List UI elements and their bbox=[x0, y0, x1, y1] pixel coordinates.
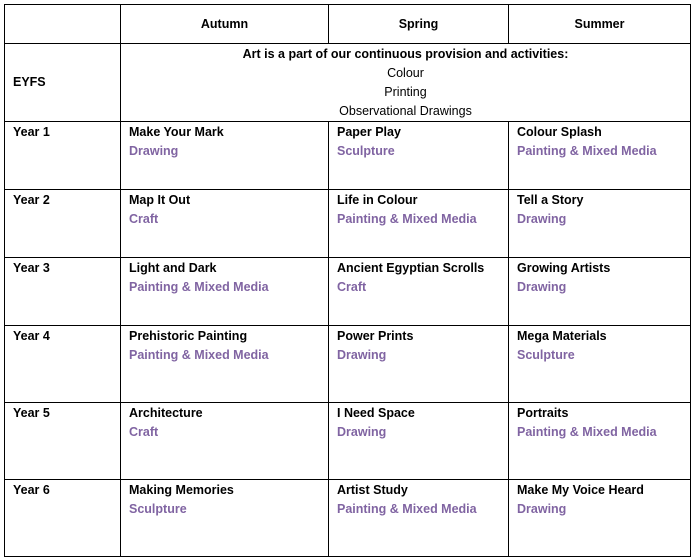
year-row bbox=[5, 258, 691, 326]
unit-cell bbox=[509, 122, 691, 190]
unit-title: Portraits bbox=[517, 406, 569, 420]
unit-type: Painting & Mixed Media bbox=[517, 425, 657, 439]
unit-title: I Need Space bbox=[337, 406, 415, 420]
eyfs-label: EYFS bbox=[13, 75, 46, 89]
eyfs-row bbox=[5, 44, 691, 122]
unit-type: Sculpture bbox=[129, 502, 187, 516]
unit-cell bbox=[509, 258, 691, 326]
art-curriculum-table bbox=[4, 4, 691, 557]
eyfs-item-observational-drawings: Observational Drawings bbox=[339, 104, 472, 118]
unit-title: Colour Splash bbox=[517, 125, 602, 139]
year-label-cell bbox=[5, 122, 121, 190]
unit-title: Light and Dark bbox=[129, 261, 217, 275]
unit-title: Mega Materials bbox=[517, 329, 607, 343]
unit-type: Painting & Mixed Media bbox=[129, 348, 269, 362]
unit-type: Drawing bbox=[337, 425, 387, 439]
eyfs-content-cell bbox=[121, 44, 691, 122]
unit-type: Drawing bbox=[517, 280, 567, 294]
unit-cell bbox=[509, 326, 691, 403]
year-label-cell bbox=[5, 258, 121, 326]
unit-cell bbox=[509, 480, 691, 557]
unit-title: Map It Out bbox=[129, 193, 191, 207]
unit-cell bbox=[329, 403, 509, 480]
unit-type: Drawing bbox=[517, 502, 567, 516]
unit-cell bbox=[509, 403, 691, 480]
unit-type: Drawing bbox=[337, 348, 387, 362]
unit-type: Drawing bbox=[517, 212, 567, 226]
unit-title: Artist Study bbox=[337, 483, 408, 497]
unit-type: Sculpture bbox=[337, 144, 395, 158]
eyfs-heading: Art is a part of our continuous provision and activities: bbox=[242, 47, 569, 61]
header-spring: Spring bbox=[329, 5, 509, 44]
year-row bbox=[5, 326, 691, 403]
unit-title: Prehistoric Painting bbox=[129, 329, 248, 343]
unit-cell bbox=[329, 480, 509, 557]
year-label-cell bbox=[5, 403, 121, 480]
unit-title: Making Memories bbox=[129, 483, 234, 497]
unit-cell bbox=[329, 258, 509, 326]
year-row bbox=[5, 122, 691, 190]
unit-cell bbox=[121, 326, 329, 403]
unit-type: Painting & Mixed Media bbox=[337, 502, 477, 516]
eyfs-item-printing: Printing bbox=[384, 85, 427, 99]
header-autumn: Autumn bbox=[121, 5, 329, 44]
unit-title: Life in Colour bbox=[337, 193, 418, 207]
year-row bbox=[5, 480, 691, 557]
header-summer: Summer bbox=[509, 5, 691, 44]
header-row bbox=[5, 5, 691, 44]
unit-title: Ancient Egyptian Scrolls bbox=[337, 261, 485, 275]
unit-cell bbox=[121, 258, 329, 326]
year-label: Year 3 bbox=[13, 261, 50, 275]
unit-cell bbox=[121, 480, 329, 557]
year-label-cell bbox=[5, 326, 121, 403]
unit-type: Painting & Mixed Media bbox=[129, 280, 269, 294]
unit-title: Growing Artists bbox=[517, 261, 611, 275]
unit-cell bbox=[329, 122, 509, 190]
eyfs-label-cell bbox=[5, 44, 121, 122]
unit-cell bbox=[329, 326, 509, 403]
unit-title: Tell a Story bbox=[517, 193, 584, 207]
unit-type: Painting & Mixed Media bbox=[337, 212, 477, 226]
year-row bbox=[5, 190, 691, 258]
year-label: Year 6 bbox=[13, 483, 50, 497]
year-label-cell bbox=[5, 190, 121, 258]
unit-type: Painting & Mixed Media bbox=[517, 144, 657, 158]
year-row bbox=[5, 403, 691, 480]
unit-title: Make Your Mark bbox=[129, 125, 224, 139]
unit-cell bbox=[121, 403, 329, 480]
unit-title: Paper Play bbox=[337, 125, 401, 139]
unit-type: Drawing bbox=[129, 144, 179, 158]
year-label: Year 2 bbox=[13, 193, 50, 207]
year-label: Year 5 bbox=[13, 406, 50, 420]
unit-cell bbox=[329, 190, 509, 258]
year-label: Year 1 bbox=[13, 125, 50, 139]
unit-cell bbox=[121, 122, 329, 190]
unit-type: Craft bbox=[337, 280, 367, 294]
unit-title: Make My Voice Heard bbox=[517, 483, 644, 497]
unit-title: Power Prints bbox=[337, 329, 414, 343]
unit-cell bbox=[121, 190, 329, 258]
unit-type: Craft bbox=[129, 425, 159, 439]
unit-title: Architecture bbox=[129, 406, 203, 420]
header-blank-cell bbox=[5, 5, 121, 44]
year-label-cell bbox=[5, 480, 121, 557]
unit-type: Sculpture bbox=[517, 348, 575, 362]
unit-type: Craft bbox=[129, 212, 159, 226]
year-label: Year 4 bbox=[13, 329, 50, 343]
eyfs-item-colour: Colour bbox=[387, 66, 424, 80]
unit-cell bbox=[509, 190, 691, 258]
